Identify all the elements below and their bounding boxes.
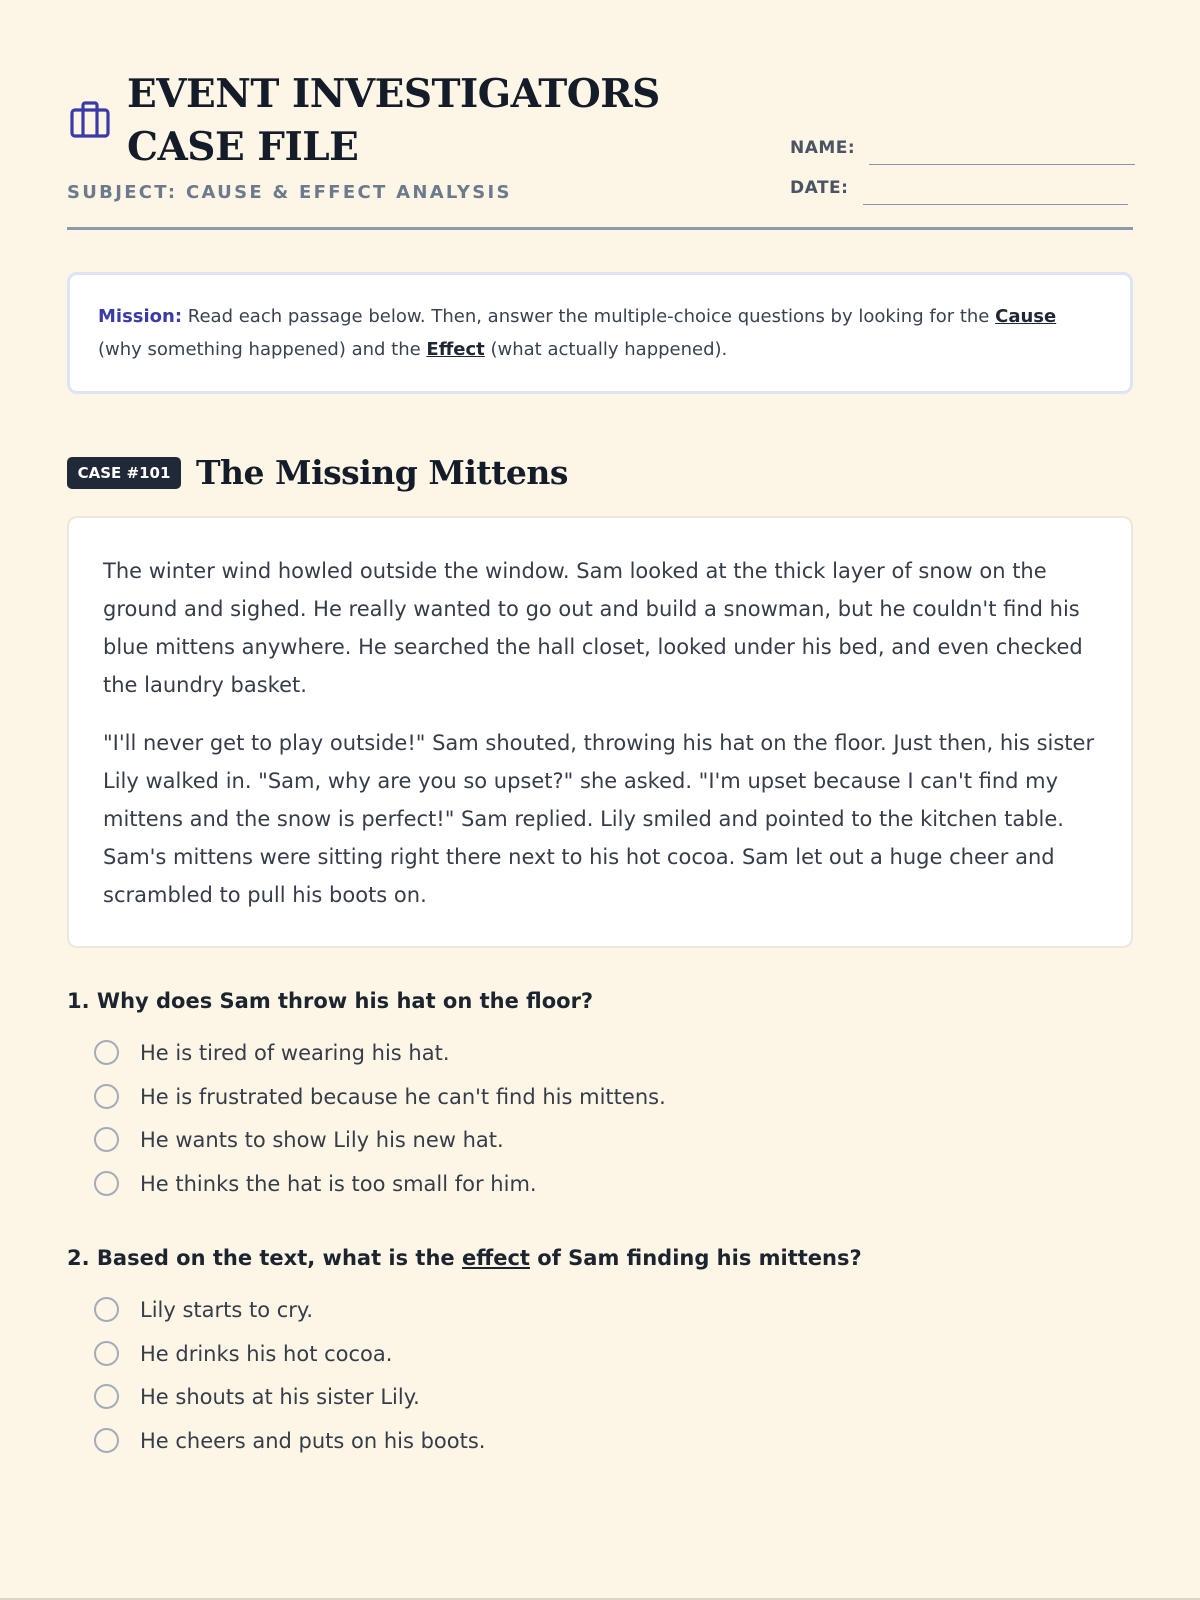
question-text: 1. Why does Sam throw his hat on the floor? <box>67 989 594 1013</box>
option-label: He cheers and puts on his boots. <box>140 1428 486 1453</box>
passage-paragraph: The winter wind howled outside the window. Sam looked at the thick layer of snow on the ground and sighed. He really wanted to go out and build a snowman, but he couldn't find his blue mittens anywhere. He searched the hall closet, looked under his bed, and even checked the laundry basket. <box>103 559 1083 697</box>
worksheet-page <box>67 0 1133 1453</box>
name-label: NAME: <box>790 138 856 158</box>
option-a[interactable] <box>67 1295 1133 1339</box>
header-divider <box>67 227 1133 230</box>
radio-button[interactable] <box>94 1084 119 1109</box>
radio-button[interactable] <box>94 1040 119 1065</box>
option-c[interactable] <box>67 1382 1133 1426</box>
radio-button[interactable] <box>94 1171 119 1196</box>
mission-text-2: (why something happened) and the <box>98 339 427 360</box>
header <box>67 0 1133 232</box>
case-badge: CASE #101 <box>67 457 181 489</box>
option-b[interactable] <box>67 1082 1133 1126</box>
option-d[interactable] <box>67 1426 1133 1470</box>
option-b[interactable] <box>67 1339 1133 1383</box>
option-a[interactable] <box>67 1038 1133 1082</box>
option-label: He is frustrated because he can't find his mittens. <box>140 1084 666 1109</box>
question-underlined-word: effect <box>461 1246 530 1270</box>
question-text-part: 2. Based on the text, what is the <box>67 1246 462 1270</box>
question-text-part: of Sam finding his mittens? <box>529 1246 862 1270</box>
case-title: The Missing Mittens <box>196 453 568 492</box>
mission-text-3: (what actually happened). <box>484 339 728 360</box>
radio-button[interactable] <box>94 1341 119 1366</box>
date-field-row <box>790 176 1135 206</box>
question-1 <box>67 986 1133 1212</box>
option-d[interactable] <box>67 1169 1133 1213</box>
passage-box <box>67 516 1133 948</box>
date-field[interactable] <box>863 204 1128 205</box>
question-2 <box>67 1243 1133 1469</box>
mission-cause: Cause <box>995 306 1057 327</box>
page-title: EVENT INVESTIGATORS CASE FILE <box>127 71 660 170</box>
passage-paragraph: "I'll never get to play outside!" Sam shouted, throwing his hat on the floor. Just then, his sister Lily walked in. "Sam, why are you so upset?" she asked. "I'm upset because I can't find my mittens and the snow is perfect!" Sam replied. Lily smiled and pointed to the kitchen table. Sam's mittens were sitting right there next to his hot cocoa. Sam let out a huge cheer and scrambled to pull his boots on. <box>103 731 1095 907</box>
question-text <box>67 1243 1133 1273</box>
option-label: He drinks his hot cocoa. <box>140 1341 393 1366</box>
mission-label: Mission: <box>98 306 183 327</box>
radio-button[interactable] <box>94 1428 119 1453</box>
option-label: He thinks the hat is too small for him. <box>140 1171 537 1196</box>
radio-button[interactable] <box>94 1127 119 1152</box>
radio-button[interactable] <box>94 1384 119 1409</box>
options-list <box>67 1038 1133 1212</box>
mission-effect: Effect <box>426 339 485 360</box>
name-field-row <box>790 136 1135 166</box>
briefcase-icon <box>70 99 110 139</box>
option-c[interactable] <box>67 1125 1133 1169</box>
radio-button[interactable] <box>94 1297 119 1322</box>
options-list <box>67 1295 1133 1469</box>
subject-line: SUBJECT: CAUSE & EFFECT ANALYSIS <box>67 182 512 203</box>
mission-box <box>67 272 1133 394</box>
mission-text-1: Read each passage below. Then, answer the multiple-choice questions by looking for the <box>182 306 996 327</box>
name-field[interactable] <box>869 164 1135 165</box>
case-heading <box>67 448 1133 498</box>
option-label: He is tired of wearing his hat. <box>140 1041 450 1065</box>
date-label: DATE: <box>790 178 849 198</box>
option-label: He wants to show Lily his new hat. <box>140 1128 504 1152</box>
option-label: Lily starts to cry. <box>140 1298 314 1322</box>
option-label: He shouts at his sister Lily. <box>140 1385 420 1409</box>
